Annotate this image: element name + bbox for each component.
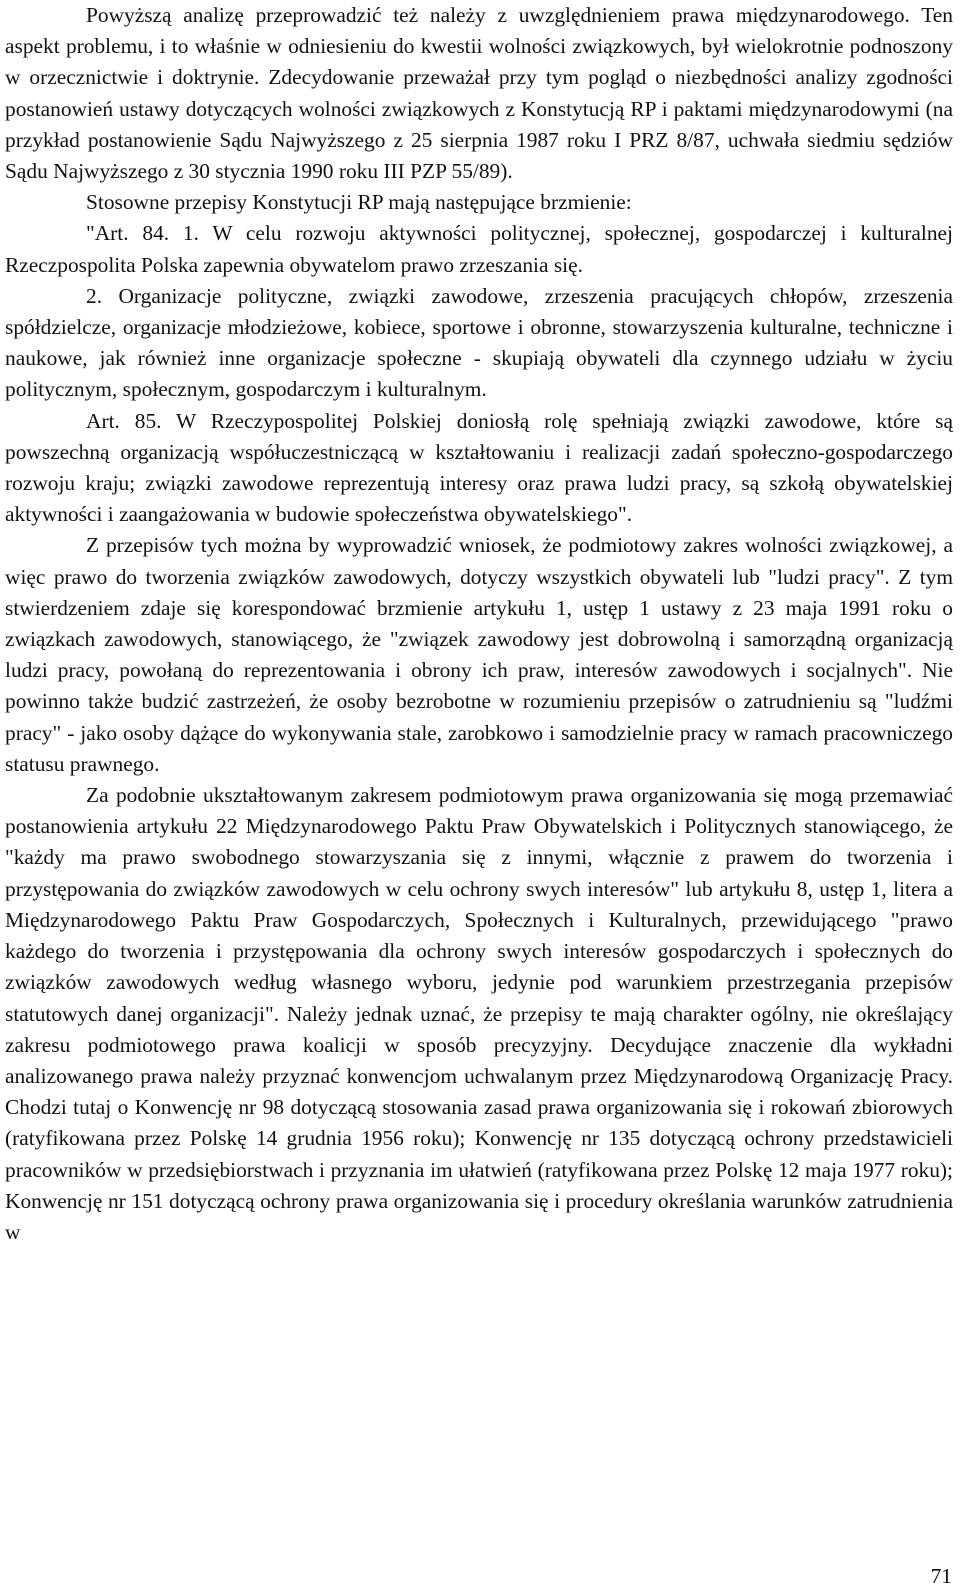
paragraph-international-covenants: Za podobnie ukształtowanym zakresem podmiotowym prawa organizowania się mogą przemawiać postanowienia artykułu 22 Międzynarodowego Paktu Praw Obywatelskich i Politycznych stanowiącego, że "każdy ma prawo swobodnego stowarzyszania się z innymi, włącznie z prawem do tworzenia i przystępowania do związków zawodowych w celu ochrony swych interesów" lub artykułu 8, ustęp 1, litera a Międzynarodowego Paktu Praw Gospodarczych, Społecznych i Kulturalnych, przewidującego "prawo każdego do tworzenia i przystępowania dla ochrony swych interesów gospodarczych i społecznych do związków zawodowych według własnego wyboru, jedynie pod warunkiem przestrzegania przepisów statutowych danej organizacji". Należy jednak uznać, że przepisy te mają charakter ogólny, nie określający zakresu podmiotowego prawa koalicji w sposób precyzyjny. Decydujące znaczenie dla wykładni analizowanego prawa należy przyznać konwencjom uchwalanym przez Międzynarodową Organizację Pracy. Chodzi tutaj o Konwencję nr 98 dotyczącą stosowania zasad prawa organizowania się i rokowań zbiorowych (ratyfikowana przez Polskę 14 grudnia 1956 roku); Konwencję nr 135 dotyczącą ochrony przedstawicieli pracowników w przedsiębiorstwach i przyznania im ułatwień (ratyfikowana przez Polskę 12 maja 1977 roku); Konwencję nr 151 dotyczącą ochrony prawa organizowania się i procedury określania warunków zatrudnienia w: [5, 783, 953, 1244]
paragraph-international-law: Powyższą analizę przeprowadzić też należy z uwzględnieniem prawa międzynarodowego. Ten aspekt problemu, i to właśnie w odniesieniu do kwestii wolności związkowych, był wielokrotnie podnoszony w orzecznictwie i doktrynie. Zdecydowanie przeważał przy tym pogląd o niezbędności analizy zgodności postanowień ustawy dotyczących wolności związkowych z Konstytucją RP i paktami międzynarodowymi (na przykład postanowienie Sądu Najwyższego z 25 sierpnia 1987 roku I PRZ 8/87, uchwała siedmiu sędziów Sądu Najwyższego z 30 stycznia 1990 roku III PZP 55/89).: [5, 3, 953, 184]
paragraph-constitution-intro: Stosowne przepisy Konstytucji RP mają następujące brzmienie:: [86, 190, 632, 215]
document-page: [5, 0, 953, 1248]
paragraph-subjective-scope: Z przepisów tych można by wyprowadzić wniosek, że podmiotowy zakres wolności związkowej, a więc prawo do tworzenia związków zawodowych, dotyczy wszystkich obywateli lub "ludzi pracy". Z tym stwierdzeniem zdaje się korespondować brzmienie artykułu 1, ustęp 1 ustawy z 23 maja 1991 roku o związkach zawodowych, stanowiącego, że "związek zawodowy jest dobrowolną i samorządną organizacją ludzi pracy, powołaną do reprezentowania i obrony ich praw, interesów zawodowych i socjalnych". Nie powinno także budzić zastrzeżeń, że osoby bezrobotne w rozumieniu przepisów o zatrudnieniu są "ludźmi pracy" - jako osoby dążące do wykonywania stale, zarobkowo i samodzielnie pracy w ramach pracowniczego statusu prawnego.: [5, 533, 953, 776]
paragraph-art-84-1: "Art. 84. 1. W celu rozwoju aktywności politycznej, społecznej, gospodarczej i kulturalnej Rzeczpospolita Polska zapewnia obywatelom prawo zrzeszania się.: [5, 221, 953, 277]
paragraph-art-84-2: 2. Organizacje polityczne, związki zawodowe, zrzeszenia pracujących chłopów, zrzeszenia spółdzielcze, organizacje młodzieżowe, kobiece, sportowe i obronne, stowarzyszenia kulturalne, techniczne i naukowe, jak również inne organizacje społeczne - skupiają obywateli dla czynnego udziału w życiu politycznym, społecznym, gospodarczym i kulturalnym.: [5, 283, 953, 402]
page-number: 71: [930, 1564, 952, 1588]
paragraph-art-85: Art. 85. W Rzeczypospolitej Polskiej doniosłą rolę spełniają związki zawodowe, które są powszechną organizacją współuczestniczącą w kształtowaniu i realizacji zadań społeczno-gospodarczego rozwoju kraju; związki zawodowe reprezentują interesy oraz prawa ludzi pracy, są szkołą obywatelskiej aktywności i zaangażowania w budowie społeczeństwa obywatelskiego".: [5, 408, 953, 527]
